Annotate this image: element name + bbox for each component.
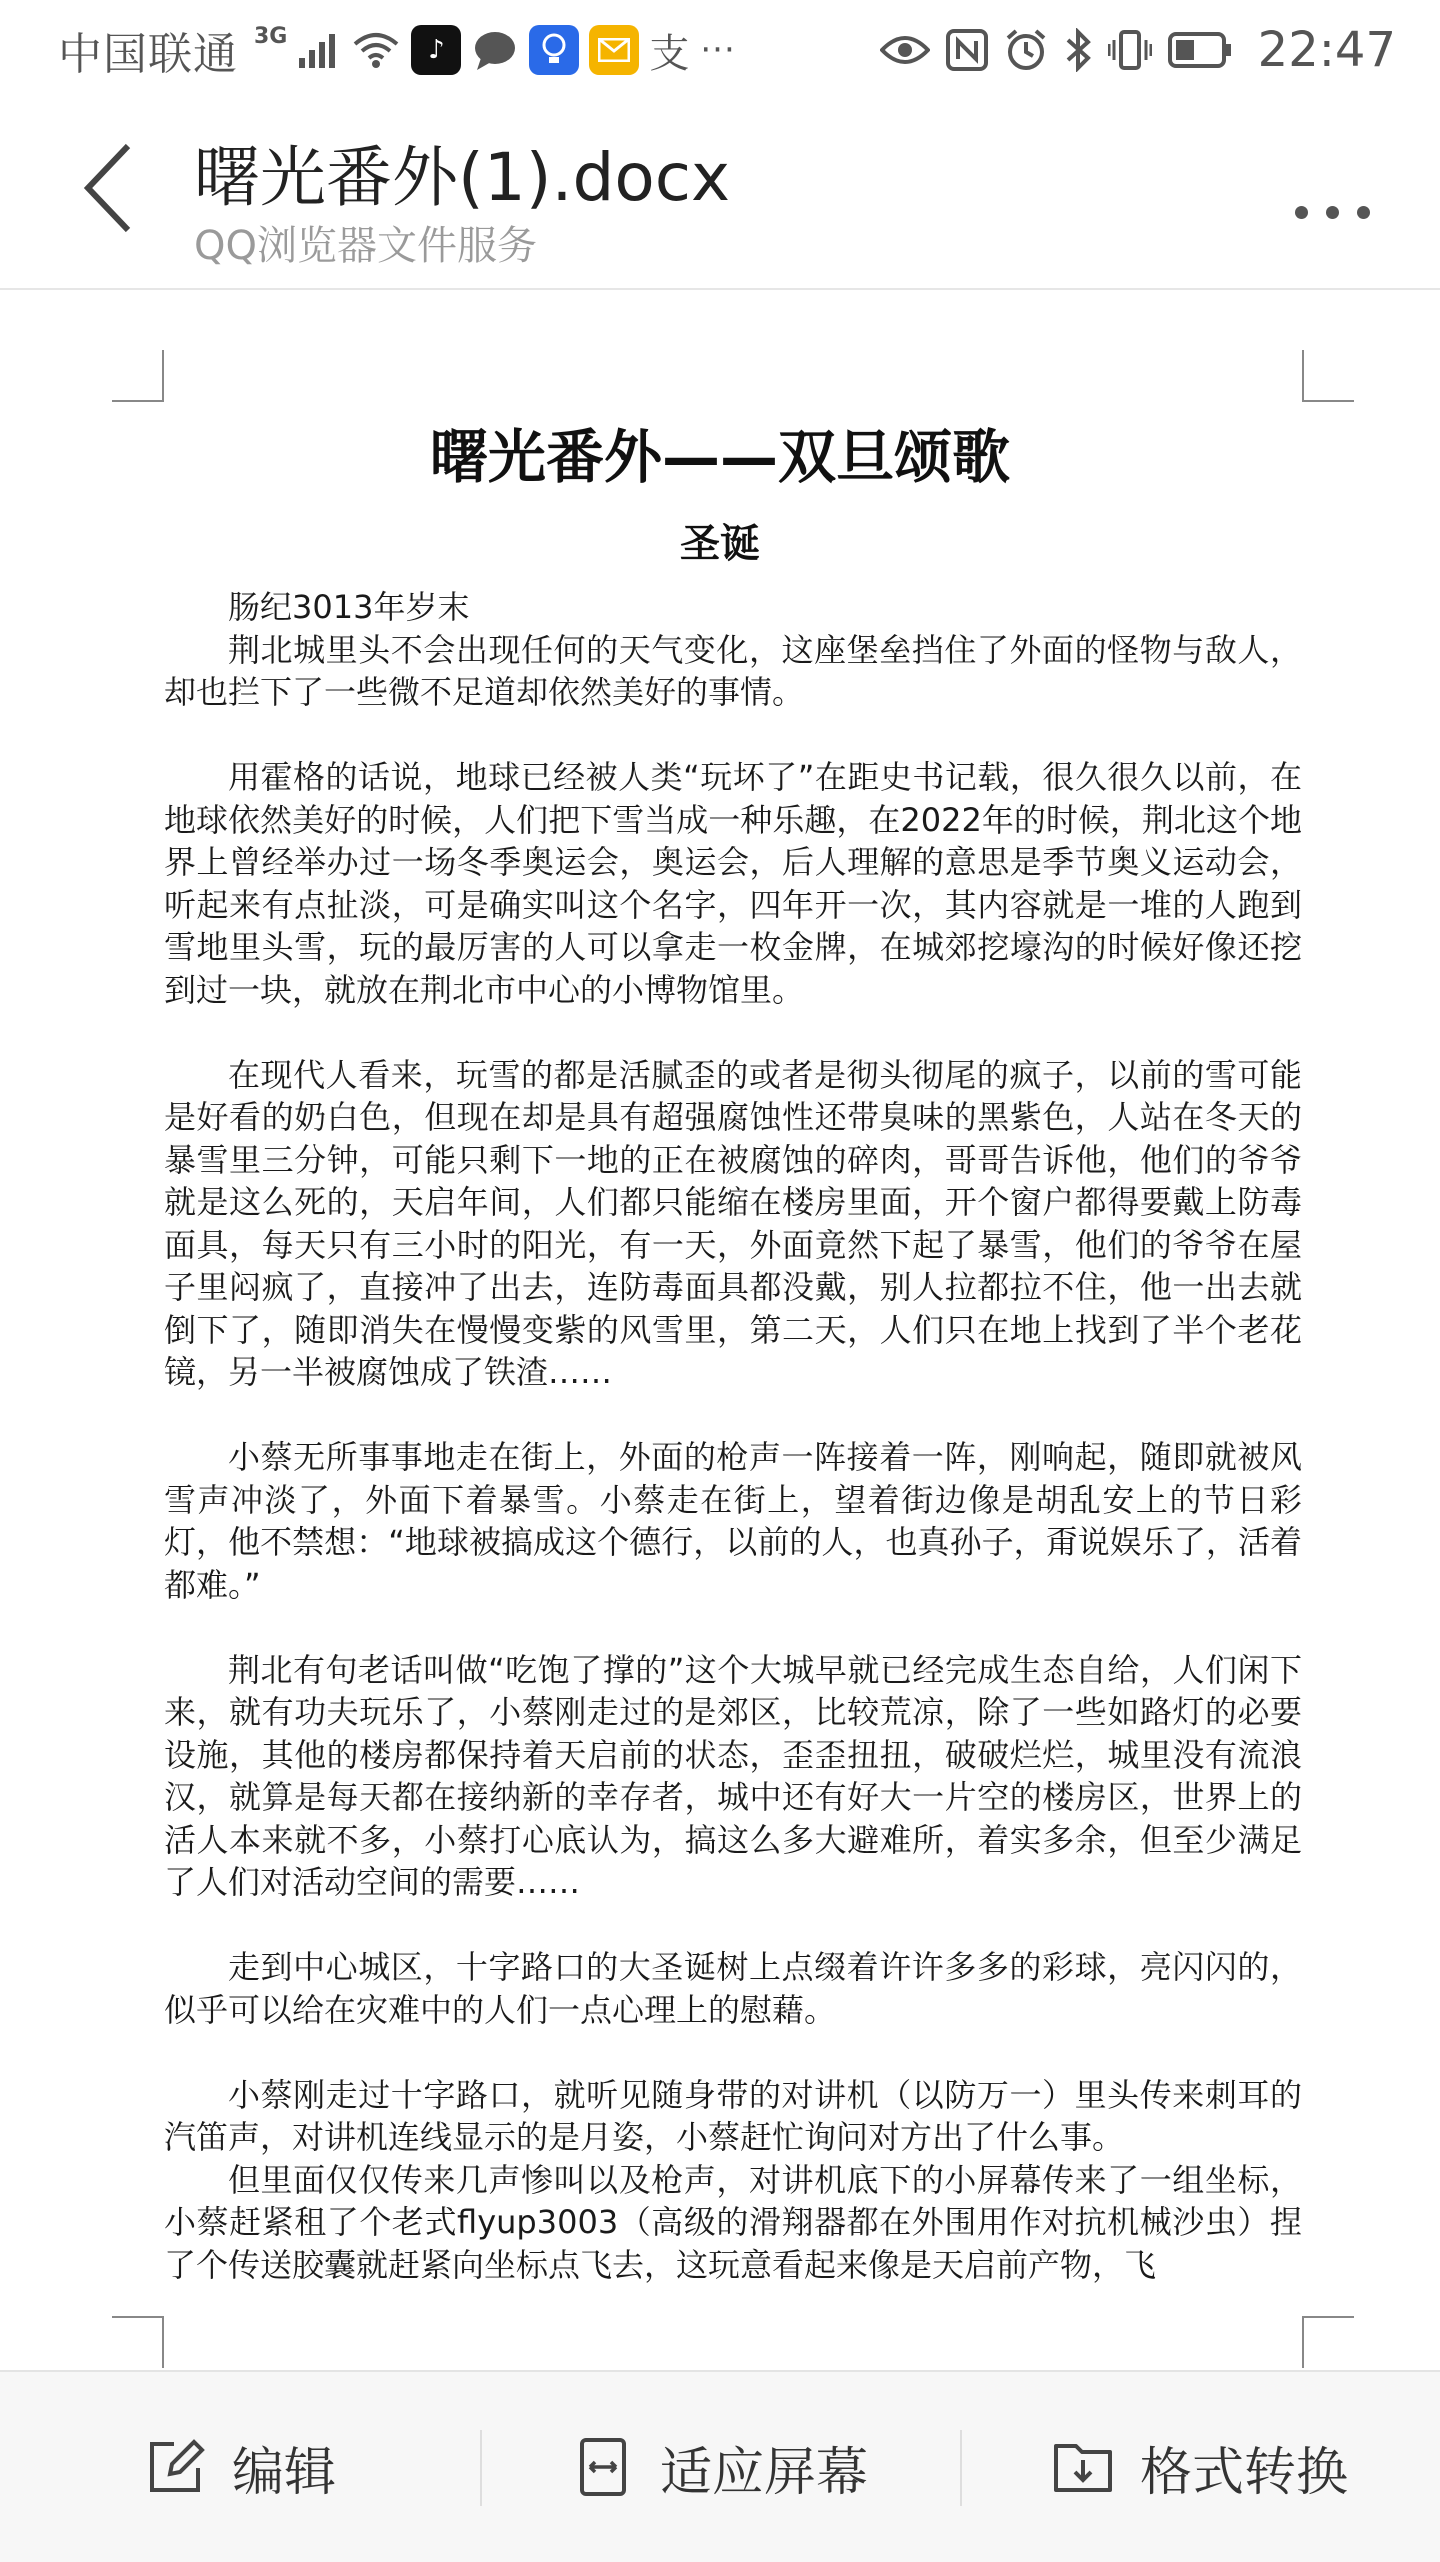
- document-paragraph: 小蔡无所事事地走在街上，外面的枪声一阵接着一阵，刚响起，随即就被风雪声冲淡了，外面下着暴雪。小蔡走在街上，望着街边像是胡乱安上的节日彩灯，他不禁想：“地球被搞成这个德行，以前的人，也真孙子，甭说娱乐了，活着都难。”: [164, 1438, 1302, 1604]
- page-corner-mark: [1302, 2316, 1354, 2368]
- document-paragraph: 小蔡刚走过十字路口，就听见随身带的对讲机（以防万一）里头传来刺耳的汽笛声，对讲机连线显示的是月姿，小蔡赶忙询问对方出了什么事。: [164, 2075, 1302, 2156]
- document-paragraph: 用霍格的话说，地球已经被人类“玩坏了”在距史书记载，很久很久以前，在地球依然美好的时候，人们把下雪当成一种乐趣，在2022年的时候，荆北这个地界上曾经举办过一场冬季奥运会，奥运会，后人理解的意思是季节奥义运动会，听起来有点扯淡，可是确实叫这个名字，四年开一次，其内容就是一堆的人跑到雪地里头雪，玩的最厉害的人可以拿走一枚金牌，在城郊挖壕沟的时候好像还挖到过一块，就放在荆北市中心的小博物馆里。: [164, 758, 1302, 1009]
- chevron-left-icon: [78, 138, 138, 238]
- vibrate-icon: [1108, 28, 1152, 72]
- edit-button[interactable]: [0, 2372, 480, 2562]
- document-body: [164, 586, 1302, 2286]
- document-paragraph: 荆北城里头不会出现任何的天气变化，这座堡垒挡住了外面的怪物与敌人，却也拦下了一些微不足道却依然美好的事情。: [164, 630, 1302, 711]
- lightbulb-notification-icon: [529, 25, 579, 75]
- format-convert-button[interactable]: [960, 2372, 1440, 2562]
- tiktok-notification-icon: ♪: [411, 25, 461, 75]
- battery-icon: [1168, 32, 1232, 68]
- app-header: [0, 100, 1440, 290]
- document-subheading: 圣诞: [680, 521, 760, 567]
- fit-screen-icon: [572, 2436, 634, 2498]
- document-viewer[interactable]: [0, 290, 1440, 2370]
- nfc-icon: [946, 29, 988, 71]
- more-options-button[interactable]: [1230, 182, 1370, 242]
- document-heading: 曙光番外——双旦颂歌: [429, 423, 1010, 491]
- status-bar-left: [58, 20, 736, 80]
- fit-screen-label: 适应屏幕: [659, 2442, 868, 2503]
- document-source: QQ浏览器文件服务: [194, 223, 537, 269]
- document-paragraph: 走到中心城区，十字路口的大圣诞树上点缀着许许多多的彩球，亮闪闪的，似乎可以给在灾难中的人们一点心理上的慰藉。: [164, 1948, 1302, 2029]
- more-dot-icon: [1326, 206, 1339, 219]
- eye-icon: [880, 32, 930, 68]
- alipay-notification-icon: 支: [649, 30, 691, 77]
- status-bar: [0, 0, 1440, 100]
- carrier-name: 中国联通: [58, 29, 238, 80]
- document-paragraph: 在现代人看来，玩雪的都是活腻歪的或者是彻头彻尾的疯子，以前的雪可能是好看的奶白色，但现在却是具有超强腐蚀性还带臭味的黑紫色，人站在冬天的暴雪里三分钟，可能只剩下一地的正在被腐蚀的碎肉，哥哥告诉他，他们的爷爷就是这么死的，天启年间，人们都只能缩在楼房里面，开个窗户都得要戴上防毒面具，每天只有三小时的阳光，有一天，外面竟然下起了暴雪，他们的爷爷在屋子里闷疯了，直接冲了出去，连防毒面具都没戴，别人拉都拉不住，他一出去就倒下了，随即消失在慢慢变紫的风雪里，第二天，人们只在地上找到了半个老花镜，另一半被腐蚀成了铁渣……: [164, 1055, 1302, 1391]
- signal-icon: [297, 30, 341, 70]
- page-corner-mark: [112, 2316, 164, 2368]
- document-paragraph: 荆北有句老话叫做“吃饱了撑的”这个大城早就已经完成生态自给，人们闲下来，就有功夫玩乐了，小蔡刚走过的是郊区，比较荒凉，除了一些如路灯的必要设施，其他的楼房都保持着天启前的状态，歪歪扭扭，破破烂烂，城里没有流浪汉，就算是每天都在接纳新的幸存者，城中还有好大一片空的楼房区，世界上的活人本来就不多，小蔡打心底认为，搞这么多大避难所，着实多余，但至少满足了人们对活动空间的需要……: [164, 1650, 1302, 1901]
- message-notification-icon: [471, 28, 519, 72]
- status-bar-right: [880, 20, 1396, 80]
- page-corner-mark: [112, 350, 164, 402]
- edit-icon: [144, 2436, 206, 2498]
- more-notifications-indicator: ···: [700, 30, 736, 70]
- bluetooth-icon: [1064, 28, 1092, 72]
- page-corner-mark: [1302, 350, 1354, 402]
- more-dot-icon: [1295, 206, 1308, 219]
- back-button[interactable]: [78, 138, 168, 258]
- document-title: 曙光番外(1).docx: [194, 139, 731, 216]
- format-convert-label: 格式转换: [1139, 2442, 1348, 2503]
- edit-label: 编辑: [231, 2442, 336, 2503]
- mail-notification-icon: [589, 25, 639, 75]
- more-dot-icon: [1357, 206, 1370, 219]
- wifi-icon: [351, 30, 401, 70]
- clock: 22:47: [1257, 22, 1396, 78]
- folder-download-icon: [1052, 2436, 1114, 2498]
- document-paragraph: 但里面仅仅传来几声惨叫以及枪声，对讲机底下的小屏幕传来了一组坐标，小蔡赶紧租了个老式flyup3003（高级的滑翔器都在外围用作对抗机械沙虫）捏了个传送胶囊就赶紧向坐标点飞去，这玩意看起来像是天启前产物，飞: [164, 2160, 1302, 2284]
- alarm-icon: [1004, 28, 1048, 72]
- network-type: 3G: [254, 24, 288, 49]
- bottom-toolbar: [0, 2370, 1440, 2562]
- fit-screen-button[interactable]: [480, 2372, 960, 2562]
- document-paragraph: 肠纪3013年岁末: [228, 588, 470, 626]
